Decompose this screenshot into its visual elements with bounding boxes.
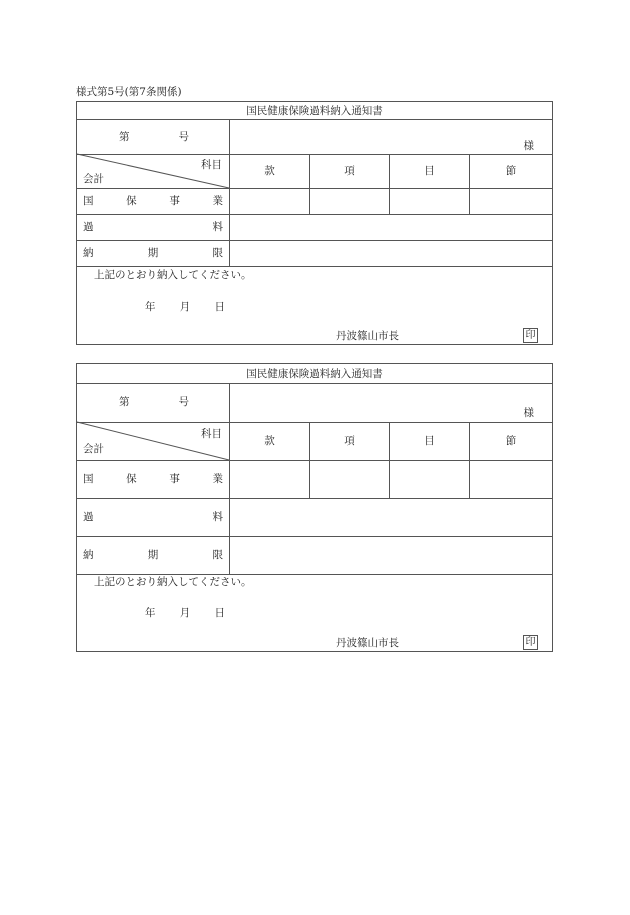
label-char: 納	[83, 247, 94, 259]
due-date-field[interactable]	[230, 537, 552, 574]
column-kan: 款	[264, 165, 275, 177]
label-char: 期	[147, 247, 159, 259]
payment-notice-2	[76, 363, 553, 652]
label-char: 納	[83, 549, 94, 561]
year-label: 年	[145, 607, 156, 619]
form-label: 様式第5号(第7条関係)	[76, 86, 182, 98]
column-moku: 目	[424, 165, 435, 177]
row-label-noukigen	[83, 248, 223, 259]
payment-message: 上記のとおり納入してください。	[94, 576, 252, 588]
label-char: 料	[212, 221, 223, 233]
label-char: 過	[83, 511, 94, 523]
label-char: 国	[83, 195, 94, 207]
issuer-name: 丹波篠山市長	[336, 330, 399, 342]
row-label-karyo	[83, 222, 223, 233]
issuer-name: 丹波篠山市長	[336, 637, 399, 649]
issue-date	[145, 302, 225, 313]
column-moku: 目	[424, 435, 435, 447]
month-label: 月	[179, 301, 191, 313]
addressee-suffix: 様	[523, 407, 534, 419]
moku-field[interactable]	[390, 189, 469, 214]
column-kou: 項	[344, 165, 355, 177]
column-setsu: 節	[505, 165, 517, 177]
subject-header-label: 科目	[201, 159, 222, 171]
day-label: 日	[214, 607, 225, 619]
addressee-field[interactable]	[230, 384, 552, 422]
kan-field[interactable]	[230, 461, 309, 498]
column-kou: 項	[344, 435, 355, 447]
label-char: 保	[126, 195, 137, 207]
number-suffix: 号	[178, 131, 189, 143]
payment-notice-1	[76, 101, 553, 345]
label-char: 限	[212, 247, 223, 259]
due-date-field[interactable]	[230, 241, 552, 266]
label-char: 業	[212, 195, 223, 207]
issue-date	[145, 608, 225, 619]
label-char: 料	[212, 511, 223, 523]
label-char: 業	[212, 473, 223, 485]
label-char: 期	[147, 549, 159, 561]
setsu-field[interactable]	[470, 189, 552, 214]
kou-field[interactable]	[310, 189, 389, 214]
setsu-field[interactable]	[470, 461, 552, 498]
day-label: 日	[214, 301, 225, 313]
number-suffix: 号	[178, 396, 189, 408]
fine-amount-field[interactable]	[230, 215, 552, 240]
kan-field[interactable]	[230, 189, 309, 214]
row-label-kokuho-jigyo	[83, 474, 223, 485]
year-label: 年	[145, 301, 156, 313]
month-label: 月	[179, 607, 191, 619]
payment-message: 上記のとおり納入してください。	[94, 269, 252, 281]
addressee-suffix: 様	[523, 140, 534, 152]
account-header-label: 会計	[83, 443, 104, 455]
column-setsu: 節	[505, 435, 517, 447]
seal-stamp-icon: 印	[523, 635, 538, 650]
column-kan: 款	[264, 435, 275, 447]
subject-header-label: 科目	[201, 428, 222, 440]
moku-field[interactable]	[390, 461, 469, 498]
number-prefix: 第	[119, 396, 130, 408]
row-label-karyo	[83, 512, 223, 523]
notice-number-field[interactable]	[77, 120, 229, 154]
seal-stamp-icon: 印	[523, 328, 538, 343]
label-char: 国	[83, 473, 94, 485]
notice-title: 国民健康保険過料納入通知書	[246, 105, 383, 117]
divider	[77, 574, 552, 575]
notice-title: 国民健康保険過料納入通知書	[246, 368, 383, 380]
label-char: 限	[212, 549, 223, 561]
row-label-noukigen	[83, 550, 223, 561]
label-char: 事	[169, 195, 180, 207]
label-char: 保	[126, 473, 137, 485]
fine-amount-field[interactable]	[230, 499, 552, 536]
label-char: 事	[169, 473, 180, 485]
label-char: 過	[83, 221, 94, 233]
account-header-label: 会計	[83, 173, 104, 185]
row-label-kokuho-jigyo	[83, 196, 223, 207]
notice-number-field[interactable]	[77, 384, 229, 422]
kou-field[interactable]	[310, 461, 389, 498]
number-prefix: 第	[119, 131, 130, 143]
divider	[77, 266, 552, 267]
addressee-field[interactable]	[230, 120, 552, 154]
